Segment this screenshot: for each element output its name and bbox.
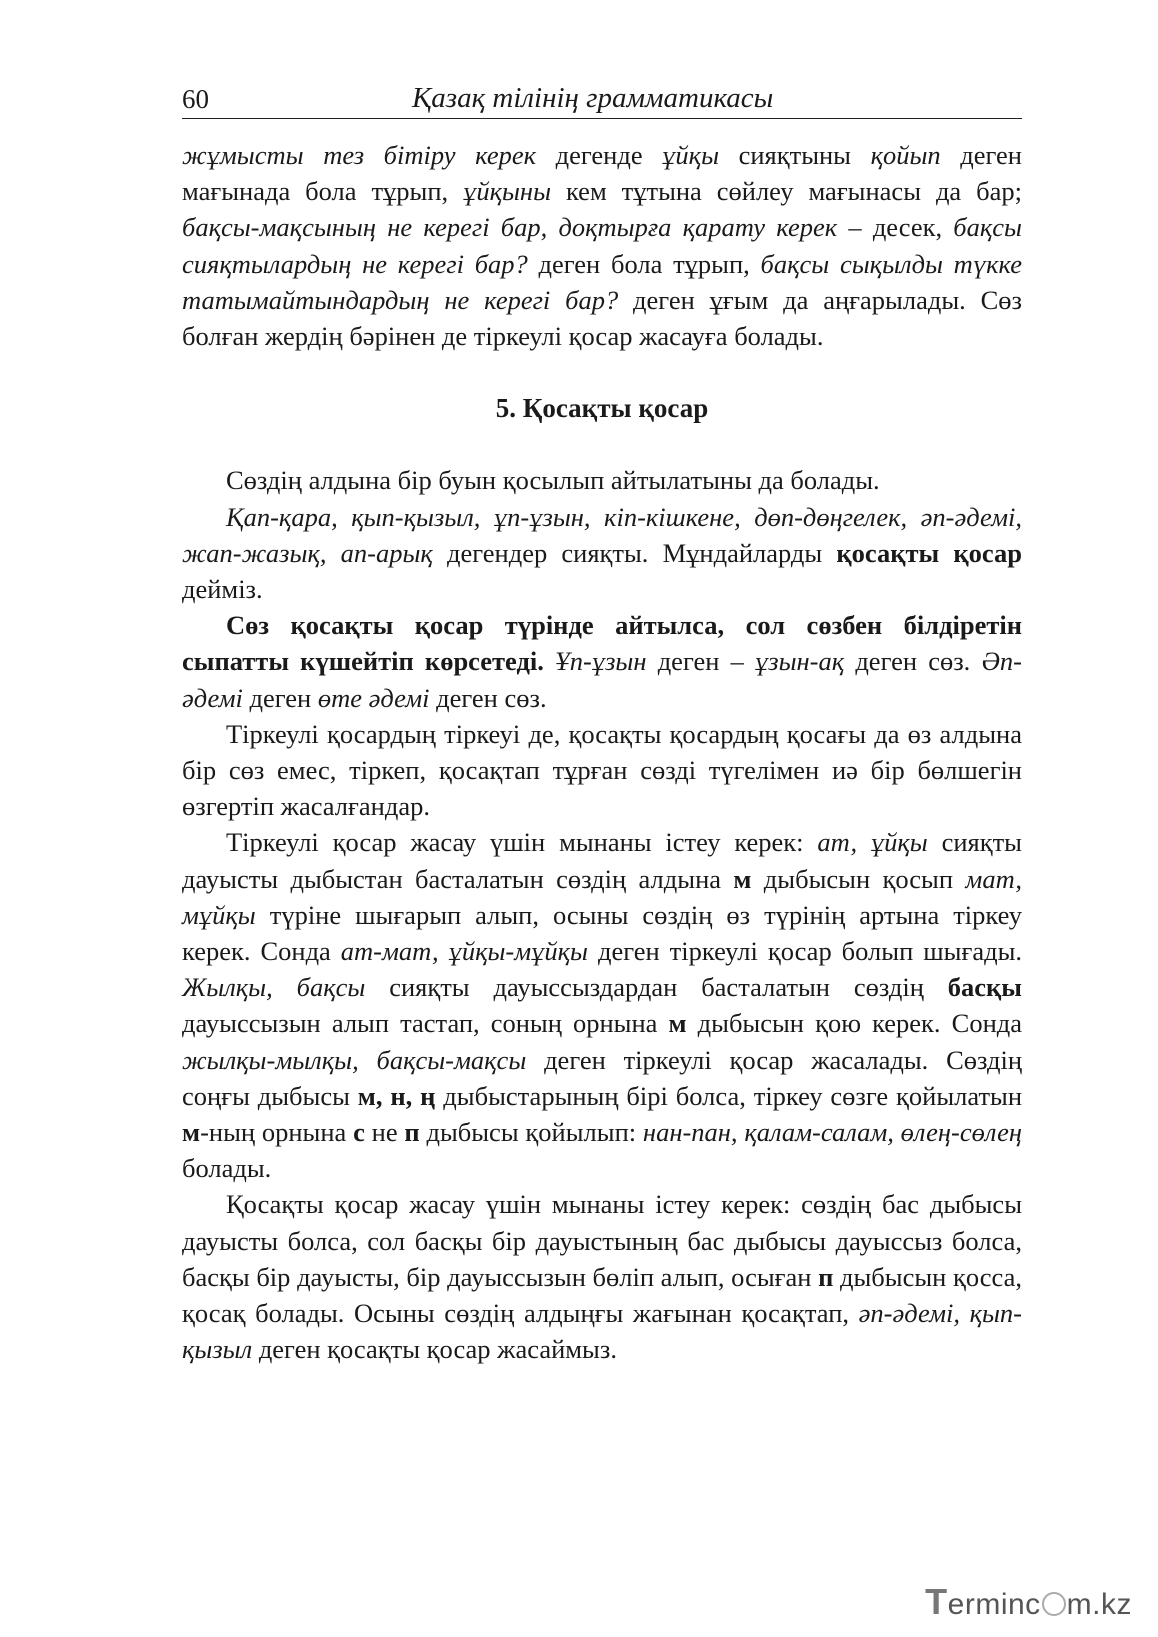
- paragraph: [182, 499, 1022, 608]
- text-run: дегендер сияқты. Мұндайларды: [432, 537, 837, 568]
- text-run: дегенде: [536, 140, 663, 170]
- bold-run: басқы: [947, 972, 1022, 1003]
- text-run: Тіркеулі қосар жасау үшін мынаны істеу керек:: [226, 827, 818, 858]
- bold-run: Сөз қосақты қосар түрінде айтылса, сол сөзбен білдіретін сыпатты күшейтіп көрсетеді.: [182, 610, 1022, 677]
- text-run: болады.: [182, 1153, 272, 1184]
- text-run: деген ұғым да аңғарылады. Сөз болған жердің бәрінен де тіркеулі қосар жасауға болады.: [182, 284, 1022, 352]
- italic-run: Әп-әдемі: [182, 646, 1022, 713]
- italic-run: бақсы сияқтылардың не керегі бар?: [182, 212, 1022, 279]
- bold-run: 5. Қосақты қосар: [495, 393, 709, 424]
- italic-run: әп-әдемі, қып-қызыл: [182, 1298, 1022, 1365]
- watermark-o-logo-icon: [1042, 1592, 1066, 1616]
- paragraph: [182, 607, 1022, 716]
- paragraph: [182, 137, 1022, 354]
- text-run: -ның орнына: [200, 1117, 354, 1148]
- body-text: [182, 137, 1022, 1368]
- watermark-initial: T: [925, 1581, 948, 1622]
- termincom-watermark: [925, 1581, 1132, 1623]
- page-header: [182, 84, 1022, 119]
- italic-run: Ұп-ұзын: [555, 646, 647, 677]
- italic-run: Қап-қара, қып-қызыл, ұп-ұзын, кіп-кішкене, дөп-дөңгелек, әп-әдемі, жап-жазық, ап-арық: [182, 501, 1022, 568]
- italic-run: ат-мат, ұйқы-мұйқы: [340, 936, 588, 967]
- text-run: деген: [242, 682, 318, 713]
- italic-run: жұмысты тез бітіру керек: [182, 140, 537, 170]
- paragraph: [182, 716, 1022, 825]
- text-run: дыбысы қойылып:: [419, 1117, 643, 1148]
- italic-run: бақсы сықылды түкке татымайтындардың не керегі бар?: [182, 248, 1022, 315]
- text-run: деген тіркеулі қосар болып шығады.: [588, 936, 1022, 967]
- paragraph: [182, 1186, 1022, 1367]
- text-run: Қосақты қосар жасау үшін мынаны істеу керек: сөздің бас дыбысы дауысты болса, сол басқы бір дауыстының бас дыбысы дауыссыз болса, басқы бір дауысты, бір дауыссызын бөліп алып, осыған: [182, 1189, 1022, 1292]
- text-run: дауыссызын алып тастап, соның орнына: [182, 1008, 669, 1039]
- section-heading: [182, 390, 1022, 426]
- page-number: 60: [182, 84, 209, 114]
- text-run: Тіркеулі қосардың тіркеуі де, қосақты қосардың қосағы да өз алдына бір сөз емес, тіркеп, қосақтап тұрған сөзді түгелімен иә бір бөлшегін өзгертіп жасалғандар.: [182, 718, 1022, 822]
- text-run: сияқты дауысты дыбыстан басталатын сөздің алдына: [182, 827, 1022, 894]
- text-run: деген тіркеулі қосар жасалады. Сөздің соңғы дыбысы: [182, 1044, 1023, 1111]
- text-run: деген сөз.: [429, 682, 547, 713]
- bold-run: п: [404, 1117, 420, 1148]
- text-run: кем тұтына сөйлеу мағынасы да бар;: [551, 176, 1022, 207]
- text-run: [544, 646, 555, 676]
- text-run: не: [364, 1117, 405, 1148]
- text-run: Сөздің алдына бір буын қосылып айтылатыны да болады.: [226, 465, 880, 496]
- text-run: сияқты дауыссыздардан басталатын сөздің: [365, 972, 948, 1003]
- text-run: деген сөз.: [844, 646, 982, 677]
- bold-run: м: [733, 863, 752, 894]
- text-run: дыбысын қосып: [751, 863, 966, 894]
- italic-run: ұйқы: [662, 140, 720, 170]
- text-run: десек,: [861, 212, 954, 243]
- italic-run: нан-пан, қалам-салам, өлең-сөлең: [642, 1117, 1022, 1148]
- bold-run: м: [182, 1117, 201, 1148]
- italic-run: жылқы-мылқы, бақсы-мақсы: [182, 1044, 527, 1075]
- italic-run: мат, мұйқы: [182, 863, 1022, 930]
- text-run: түріне шығарып алып, осыны сөздің өз түрінің артына тіркеу керек. Сонда: [182, 899, 1022, 967]
- text-run: дыбыстарының бірі болса, тіркеу сөзге қойылатын: [435, 1080, 1023, 1111]
- italic-run: бақсы-мақсының не керегі бар, доқтырға қарату керек –: [182, 212, 862, 243]
- italic-run: қойып: [870, 140, 941, 170]
- paragraph: [182, 462, 1022, 498]
- italic-run: өте әдемі: [317, 682, 430, 713]
- bold-run: м, н, ң: [357, 1080, 436, 1111]
- text-run: сияқтыны: [719, 140, 871, 170]
- watermark-text: erminc: [947, 1588, 1041, 1621]
- bold-run: м: [668, 1008, 687, 1039]
- text-run: дыбысын қою керек. Сонда: [686, 1008, 1022, 1039]
- text-run: дыбысын қосса, қосақ болады. Осыны сөздің алдыңғы жағынан қосақтап,: [182, 1261, 1022, 1329]
- italic-run: ұйқыны: [463, 176, 552, 207]
- italic-run: ат, ұйқы: [817, 827, 928, 858]
- bold-run: п: [818, 1261, 834, 1292]
- text-run: деген қосақты қосар жасаймыз.: [252, 1334, 617, 1365]
- text-run: деген бола тұрып,: [527, 248, 761, 279]
- italic-run: ұзын-ақ: [755, 646, 845, 677]
- italic-run: Жылқы, бақсы: [182, 972, 366, 1003]
- text-run: деген мағынада бола тұрып,: [182, 140, 1022, 207]
- text-run: дейміз.: [182, 574, 263, 605]
- bold-run: с: [353, 1117, 365, 1148]
- watermark-domain: m.kz: [1066, 1588, 1132, 1621]
- bold-run: қосақты қосар: [836, 537, 1022, 568]
- running-title: Қазақ тілінің грамматикасы: [412, 82, 774, 114]
- paragraph: [182, 824, 1022, 1186]
- text-run: деген –: [646, 646, 755, 677]
